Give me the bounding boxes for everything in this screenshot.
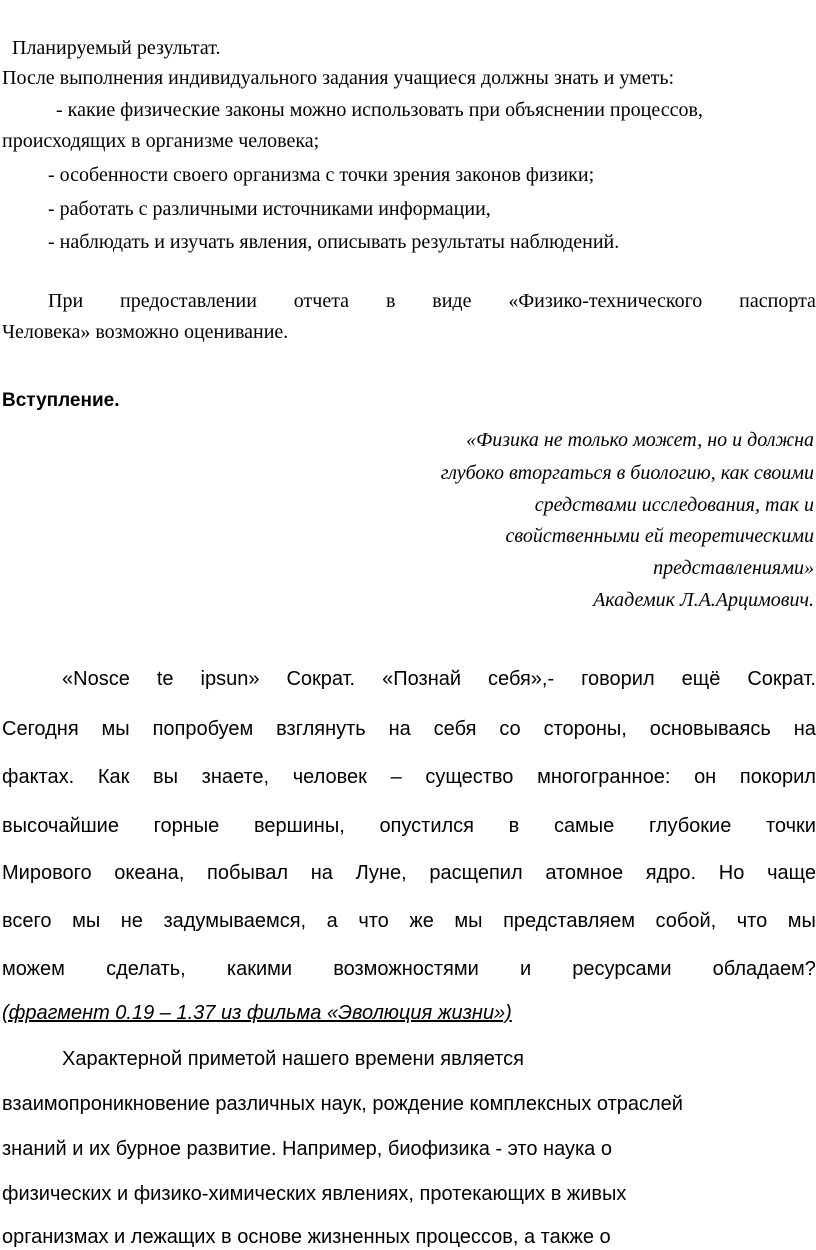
paragraph1-word: всего bbox=[2, 910, 52, 932]
intro-heading: Вступление. bbox=[2, 390, 120, 411]
report-word: предоставлении bbox=[120, 290, 257, 312]
paragraph1-word: задумываемся, bbox=[163, 910, 307, 932]
paragraph1-word: что bbox=[358, 910, 389, 932]
paragraph1-word: он bbox=[694, 766, 717, 788]
plan-report-line-2: Человека» возможно оценивание. bbox=[2, 321, 289, 343]
paragraph1-line bbox=[2, 910, 816, 933]
plan-report-line bbox=[48, 286, 816, 316]
paragraph1-word: основываясь bbox=[649, 718, 771, 740]
paragraph1-word: Как bbox=[97, 766, 130, 788]
paragraph1-word: «Nosce bbox=[62, 668, 130, 690]
plan-title: Планируемый результат. bbox=[12, 37, 221, 59]
paragraph1-word: чаще bbox=[767, 862, 816, 884]
paragraph1-word: мы bbox=[101, 718, 130, 740]
paragraph2-line: Характерной приметой нашего времени является bbox=[62, 1048, 524, 1070]
paragraph2-line: взаимопроникновение различных наук, рождение комплексных отраслей bbox=[2, 1093, 683, 1115]
paragraph1-word: мы bbox=[72, 910, 101, 932]
paragraph1-word: какими bbox=[226, 958, 293, 980]
paragraph1-word: вершины, bbox=[253, 815, 345, 837]
film-fragment-reference: (фрагмент 0.19 – 1.37 из фильма «Эволюция жизни») bbox=[2, 1002, 512, 1024]
paragraph1-line bbox=[2, 718, 816, 741]
paragraph1-line bbox=[2, 766, 816, 789]
paragraph1-word: горные bbox=[153, 815, 220, 837]
paragraph1-word: знаете, bbox=[201, 766, 270, 788]
paragraph1-word: на bbox=[388, 718, 411, 740]
paragraph1-word: опустился bbox=[379, 815, 474, 837]
paragraph1-word: что bbox=[736, 910, 768, 932]
paragraph1-word: мы bbox=[787, 910, 816, 932]
paragraph2-line: знаний и их бурное развитие. Например, биофизика - это наука о bbox=[2, 1138, 612, 1160]
plan-item-1b: происходящих в организме человека; bbox=[2, 130, 320, 152]
paragraph1-word: человек bbox=[292, 766, 367, 788]
paragraph1-word: а bbox=[326, 910, 338, 932]
paragraph1-word: попробуем bbox=[152, 718, 254, 740]
plan-item-3: - работать с различными источниками информации, bbox=[48, 198, 491, 220]
paragraph1-line bbox=[62, 668, 816, 691]
paragraph1-word: «Познай bbox=[382, 668, 462, 690]
paragraph1-word: на bbox=[310, 862, 333, 884]
paragraph1-word: Сократ. bbox=[747, 668, 816, 690]
paragraph1-word: в bbox=[508, 815, 520, 837]
paragraph1-word: стороны, bbox=[543, 718, 627, 740]
epigraph-line: средствами исследования, так и bbox=[534, 494, 814, 516]
paragraph1-word: ipsun» bbox=[200, 668, 260, 690]
paragraph1-word: высочайшие bbox=[2, 815, 119, 837]
paragraph1-word: взглянуть bbox=[276, 718, 366, 740]
paragraph1-word: фактах. bbox=[2, 766, 75, 788]
report-word: «Физико-технического bbox=[508, 290, 703, 312]
paragraph1-word: глубокие bbox=[648, 815, 732, 837]
paragraph1-word: океана, bbox=[114, 862, 185, 884]
paragraph1-word: существо bbox=[425, 766, 514, 788]
paragraph1-line bbox=[2, 958, 816, 981]
paragraph1-word: покорил bbox=[739, 766, 816, 788]
epigraph-line: глубоко вторгаться в биологию, как своими bbox=[440, 462, 814, 484]
paragraph1-word: говорил bbox=[581, 668, 655, 690]
report-word: паспорта bbox=[739, 290, 816, 312]
paragraph1-word: te bbox=[156, 668, 174, 690]
paragraph1-word: собой, bbox=[655, 910, 717, 932]
paragraph1-word: мы bbox=[454, 910, 483, 932]
epigraph-line: свойственными ей теоретическими bbox=[505, 525, 814, 547]
epigraph-author: Академик Л.А.Арцимович. bbox=[593, 589, 814, 611]
report-word: отчета bbox=[293, 290, 350, 312]
plan-intro: После выполнения индивидуального задания учащиеся должны знать и уметь: bbox=[2, 67, 675, 89]
plan-item-4: - наблюдать и изучать явления, описывать результаты наблюдений. bbox=[48, 231, 620, 253]
plan-item-2: - особенности своего организма с точки зрения законов физики; bbox=[48, 164, 595, 186]
paragraph1-word: ядро. bbox=[645, 862, 697, 884]
paragraph1-word: не bbox=[120, 910, 143, 932]
epigraph-line: представлениями» bbox=[653, 557, 814, 579]
paragraph1-word: ресурсами bbox=[572, 958, 672, 980]
paragraph1-word: Сегодня bbox=[2, 718, 79, 740]
paragraph1-word: Луне, bbox=[355, 862, 407, 884]
paragraph1-word: себя»,- bbox=[488, 668, 555, 690]
paragraph1-word: ещё bbox=[681, 668, 721, 690]
paragraph1-word: представляем bbox=[503, 910, 635, 932]
paragraph1-line bbox=[2, 815, 816, 838]
paragraph2-line: физических и физико-химических явлениях, протекающих в живых bbox=[2, 1183, 627, 1205]
paragraph1-word: точки bbox=[766, 815, 816, 837]
paragraph1-word: обладаем? bbox=[712, 958, 816, 980]
report-word: виде bbox=[432, 290, 472, 312]
paragraph1-word: же bbox=[409, 910, 434, 932]
paragraph1-word: Мирового bbox=[2, 862, 92, 884]
paragraph1-word: сделать, bbox=[106, 958, 186, 980]
paragraph1-word: атомное bbox=[545, 862, 624, 884]
report-word: При bbox=[48, 290, 84, 312]
paragraph2-line: организмах и лежащих в основе жизненных процессов, а также о bbox=[2, 1226, 611, 1248]
paragraph1-word: и bbox=[519, 958, 532, 980]
paragraph1-word: можем bbox=[2, 958, 65, 980]
epigraph-line: «Физика не только может, но и должна bbox=[466, 429, 814, 451]
report-word: в bbox=[385, 290, 396, 312]
paragraph1-word: самые bbox=[553, 815, 615, 837]
paragraph1-word: Но bbox=[718, 862, 745, 884]
paragraph1-word: на bbox=[793, 718, 816, 740]
paragraph1-line bbox=[2, 862, 816, 885]
paragraph1-word: вы bbox=[153, 766, 179, 788]
paragraph1-word: побывал bbox=[207, 862, 289, 884]
paragraph1-word: со bbox=[499, 718, 521, 740]
paragraph1-word: себя bbox=[433, 718, 477, 740]
paragraph1-word: Сократ. bbox=[286, 668, 356, 690]
paragraph1-word: – bbox=[390, 766, 402, 788]
paragraph1-word: расщепил bbox=[429, 862, 523, 884]
plan-item-1a: - какие физические законы можно использовать при объяснении процессов, bbox=[56, 99, 703, 121]
paragraph1-word: многогранное: bbox=[537, 766, 671, 788]
paragraph1-word: возможностями bbox=[333, 958, 479, 980]
